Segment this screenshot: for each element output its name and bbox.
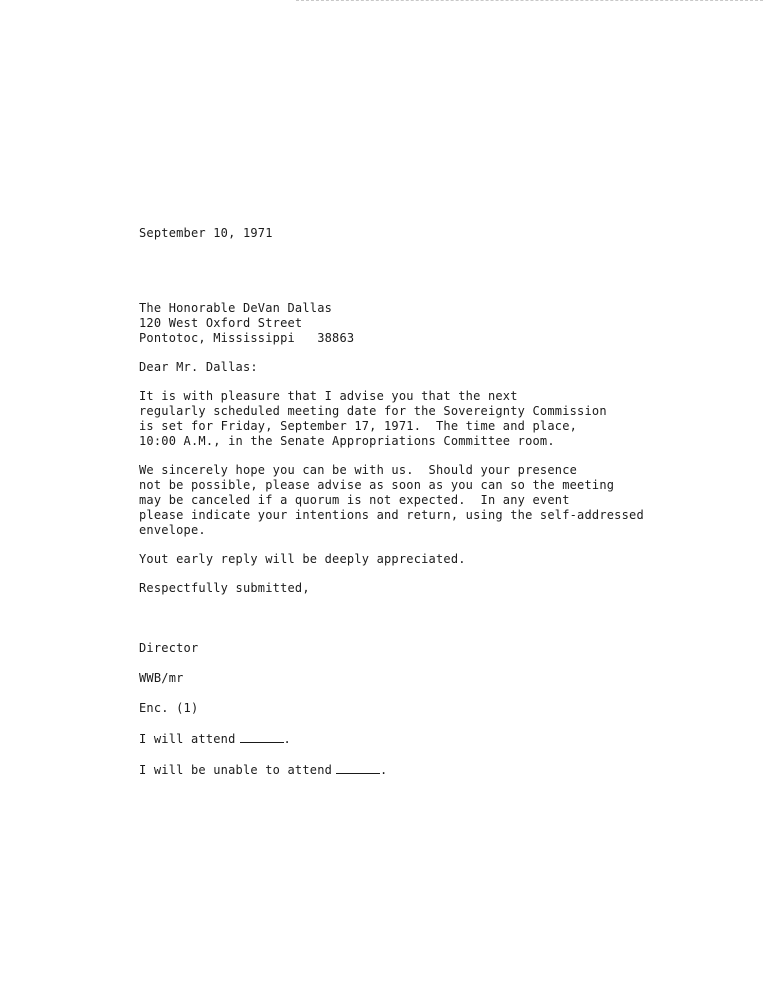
salutation: Dear Mr. Dallas: — [139, 360, 258, 374]
paragraph-meeting-notice — [139, 389, 699, 449]
attend-blank[interactable] — [240, 731, 284, 743]
paragraph-attendance-request — [139, 463, 699, 538]
paragraph-line: not be possible, please advise as soon as you can so the meeting — [139, 478, 615, 492]
letter-date: September 10, 1971 — [139, 226, 273, 240]
typist-initials: WWB/mr — [139, 671, 184, 685]
recipient-street: 120 West Oxford Street — [139, 316, 303, 330]
top-dashed-rule — [296, 0, 763, 1]
paragraph-line: regularly scheduled meeting date for the Sovereignty Commission — [139, 404, 607, 418]
unable-response-line — [139, 762, 699, 778]
closing: Respectfully submitted, — [139, 581, 310, 595]
letter-body — [139, 226, 699, 793]
attend-period: . — [283, 732, 291, 746]
attend-response-line — [139, 731, 699, 747]
recipient-address — [139, 301, 699, 346]
paragraph-line: envelope. — [139, 523, 206, 537]
paragraph-line: please indicate your intentions and return, using the self-addressed — [139, 508, 644, 522]
enclosure-note: Enc. (1) — [139, 701, 199, 715]
paragraph-line: We sincerely hope you can be with us. Should your presence — [139, 463, 578, 477]
recipient-name: The Honorable DeVan Dallas — [139, 301, 333, 315]
paragraph-line: It is with pleasure that I advise you that the next — [139, 389, 518, 403]
unable-label: I will be unable to attend — [139, 763, 333, 777]
signature-title: Director — [139, 641, 199, 655]
unable-blank[interactable] — [336, 762, 380, 774]
paragraph-line: may be canceled if a quorum is not expected. In any event — [139, 493, 570, 507]
paragraph-reply: Yout early reply will be deeply appreciated. — [139, 552, 466, 566]
attend-label: I will attend — [139, 732, 236, 746]
paragraph-line: 10:00 A.M., in the Senate Appropriations Committee room. — [139, 434, 555, 448]
recipient-city: Pontotoc, Mississippi 38863 — [139, 331, 355, 345]
unable-period: . — [380, 763, 388, 777]
paragraph-line: is set for Friday, September 17, 1971. The time and place, — [139, 419, 578, 433]
